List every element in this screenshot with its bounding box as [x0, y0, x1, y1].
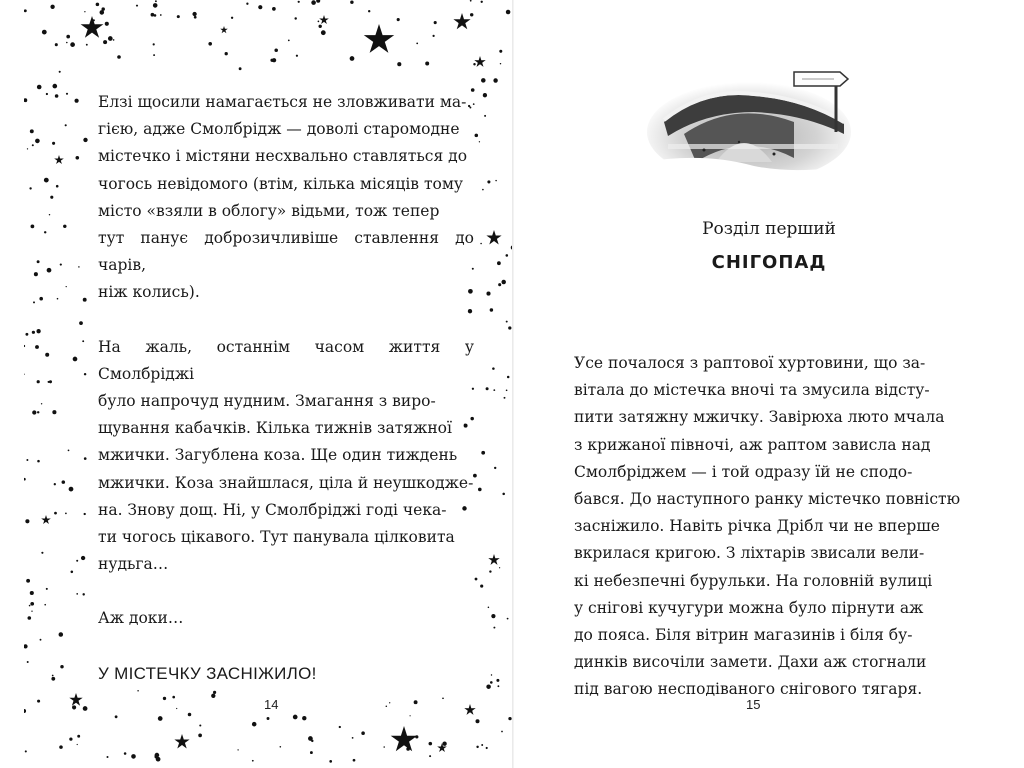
star-dot	[308, 736, 313, 741]
star-dot	[498, 283, 501, 286]
left-paragraph-1	[98, 89, 474, 307]
star-dot	[479, 141, 480, 142]
star-dot	[44, 231, 46, 233]
star-dot	[350, 56, 355, 61]
star-shape	[41, 515, 51, 524]
star-dot	[480, 243, 482, 245]
star-dot	[83, 706, 88, 711]
star-shape	[220, 26, 228, 33]
star-dot	[37, 260, 40, 263]
star-dot	[252, 722, 257, 727]
star-dot	[155, 0, 157, 2]
star-shape	[391, 726, 418, 751]
star-dot	[484, 115, 486, 117]
star-dot	[66, 35, 70, 39]
star-shape	[81, 16, 104, 38]
right-page	[514, 0, 1024, 768]
star-dot	[506, 321, 508, 323]
star-dot	[65, 513, 67, 515]
star-dot	[491, 674, 492, 675]
star-dot	[481, 744, 483, 746]
text-line: Усе почалося з раптової хуртовини, що за-	[574, 354, 926, 372]
star-dot	[302, 716, 306, 720]
star-dot	[39, 297, 43, 301]
star-dot	[35, 345, 39, 349]
page-number-right: 15	[746, 697, 761, 712]
star-dot	[416, 43, 418, 45]
text-line: мжички. Коза знайшлася, ціла й неушкодже-	[98, 473, 474, 492]
text-line: з крижаної півночі, аж раптом зависла над	[574, 435, 931, 454]
star-dot	[506, 389, 508, 391]
star-dot	[310, 751, 313, 754]
star-dot	[442, 742, 446, 746]
star-dot	[246, 3, 248, 5]
left-paragraph-4: У МІСТЕЧКУ ЗАСНІЖИЛО!	[98, 663, 317, 683]
star-dot	[298, 1, 300, 3]
star-dot	[54, 483, 56, 485]
text-line: кі небезпечні бурульки. На головній вулиці	[574, 571, 933, 590]
star-dot	[124, 752, 127, 755]
star-dot	[59, 71, 61, 73]
star-dot	[488, 607, 490, 609]
star-dot	[25, 519, 29, 523]
chapter-label: Розділ перший	[702, 219, 836, 239]
star-dot	[131, 754, 136, 759]
star-dot	[483, 93, 487, 97]
star-dot	[177, 15, 180, 18]
chapter-title: СНІГОПАД	[711, 252, 827, 273]
star-dot	[24, 374, 25, 375]
star-dot	[101, 7, 104, 10]
star-dot	[480, 585, 483, 588]
star-dot	[50, 5, 54, 9]
star-dot	[105, 22, 109, 26]
star-dot	[76, 593, 78, 595]
star-dot	[41, 552, 43, 554]
star-dot	[66, 93, 68, 95]
star-dot	[409, 715, 410, 716]
star-dot	[478, 488, 482, 492]
star-dot	[37, 85, 42, 90]
star-dot	[103, 40, 107, 44]
star-dot	[490, 308, 493, 311]
star-dot	[52, 142, 55, 145]
star-dot	[84, 513, 86, 515]
star-dot	[476, 746, 478, 748]
star-dot	[199, 724, 201, 726]
right-page-text	[574, 350, 964, 704]
star-dot	[473, 63, 475, 65]
star-dot	[113, 39, 115, 41]
star-dot	[37, 460, 40, 463]
star-dot	[172, 696, 175, 699]
star-dot	[37, 700, 40, 703]
star-dot	[31, 225, 35, 229]
star-dot	[27, 148, 28, 149]
star-dot	[34, 272, 38, 276]
star-dot	[163, 697, 166, 700]
star-dot	[486, 684, 491, 689]
star-shape	[488, 554, 499, 565]
star-dot	[476, 719, 480, 723]
star-dot	[486, 747, 488, 749]
star-dot	[155, 753, 160, 758]
text-line: ти чогось цікавого. Тут панувала цілковита	[98, 528, 455, 547]
star-dot	[72, 705, 76, 709]
star-dot	[51, 677, 55, 681]
star-dot	[66, 42, 68, 44]
star-dot	[81, 556, 85, 560]
text-line: у снігові кучугури можна було пірнути аж	[574, 598, 924, 617]
right-paragraph-1	[574, 350, 964, 704]
star-dot	[481, 451, 485, 455]
star-dot	[52, 675, 54, 677]
text-line: Смолбріджем — і той одразу їй не сподо-	[574, 462, 913, 481]
text-line: ніж колись).	[98, 283, 200, 302]
star-dot	[30, 602, 34, 606]
star-dot	[493, 389, 495, 391]
star-dot	[30, 129, 34, 133]
star-dot	[481, 1, 483, 3]
star-dot	[497, 685, 499, 687]
star-dot	[79, 321, 83, 325]
star-dot	[425, 62, 429, 66]
star-dot	[26, 579, 30, 583]
star-dot	[52, 410, 56, 414]
star-dot	[153, 54, 155, 56]
star-dot	[500, 63, 501, 64]
star-dot	[47, 268, 52, 273]
star-dot	[507, 376, 510, 379]
star-dot	[153, 3, 158, 8]
star-shape	[174, 734, 189, 749]
star-dot	[267, 717, 270, 720]
star-dot	[293, 715, 298, 720]
star-dot	[73, 357, 78, 362]
star-dot	[63, 225, 66, 228]
star-dot	[211, 694, 215, 698]
star-dot	[319, 25, 322, 28]
star-dot	[496, 679, 499, 682]
star-dot	[86, 44, 88, 46]
star-dot	[475, 134, 479, 138]
star-dot	[26, 459, 28, 461]
star-dot	[252, 760, 254, 762]
star-dot	[60, 665, 63, 668]
star-dot	[36, 329, 40, 333]
text-line: гією, адже Смолбрідж — доволі старомодне	[98, 120, 460, 139]
star-shape	[364, 24, 394, 53]
text-line: вкрилася кригою. З ліхтарів звисали вели-	[574, 544, 925, 563]
star-dot	[414, 700, 418, 704]
star-dot	[368, 10, 370, 12]
star-dot	[495, 180, 496, 181]
text-line: динків височіли замети. Дахи аж стогнали	[574, 653, 927, 672]
snowy-bridge-illustration	[644, 62, 864, 192]
star-dot	[28, 616, 32, 620]
star-dot	[68, 450, 70, 452]
star-dot	[32, 331, 35, 334]
star-dot	[24, 478, 26, 481]
star-dot	[84, 457, 87, 460]
star-dot	[154, 14, 157, 17]
star-dot	[77, 744, 78, 745]
star-dot	[24, 709, 26, 713]
star-dot	[49, 380, 52, 383]
star-dot	[198, 734, 202, 738]
star-shape	[319, 15, 329, 24]
star-dot	[46, 588, 48, 590]
star-dot	[329, 760, 332, 763]
star-dot	[258, 5, 262, 9]
star-dot	[83, 138, 87, 142]
star-dot	[46, 93, 48, 95]
star-shape	[54, 155, 64, 164]
star-dot	[25, 750, 27, 752]
star-dot	[508, 326, 511, 329]
star-dot	[76, 560, 78, 562]
star-dot	[31, 611, 32, 612]
star-dot	[84, 373, 86, 375]
star-dot	[507, 618, 509, 620]
star-dot	[96, 3, 100, 7]
star-dot	[432, 35, 434, 37]
star-dot	[59, 745, 63, 749]
star-dot	[237, 749, 238, 750]
text-line: під вагою несподіваного снігового тягаря.	[574, 680, 923, 699]
star-dot	[24, 345, 25, 347]
star-shape	[464, 704, 475, 715]
star-dot	[502, 493, 505, 496]
star-dot	[82, 593, 84, 595]
star-dot	[69, 487, 74, 492]
star-dot	[429, 742, 433, 746]
star-dot	[153, 43, 155, 45]
star-dot	[288, 40, 290, 42]
star-dot	[397, 62, 401, 66]
star-dot	[37, 380, 40, 383]
star-dot	[487, 180, 490, 183]
text-line: мжички. Загублена коза. Ще один тиждень	[98, 446, 458, 465]
star-dot	[274, 48, 278, 52]
star-dot	[494, 467, 496, 469]
left-paragraph-3: Аж доки…	[98, 609, 184, 628]
star-dot	[41, 403, 42, 404]
star-dot	[33, 301, 35, 303]
star-dot	[45, 353, 49, 357]
star-dot	[49, 214, 50, 215]
star-dot	[194, 16, 197, 19]
star-dot	[74, 99, 78, 103]
star-dot	[231, 17, 233, 19]
star-dot	[482, 189, 484, 191]
star-dot	[56, 185, 59, 188]
star-dot	[55, 43, 58, 46]
star-dot	[188, 713, 192, 717]
star-dot	[176, 708, 177, 709]
star-dot	[493, 627, 495, 629]
star-dot	[504, 397, 506, 399]
text-line: засніжило. Навіть річка Дрібл чи не вперше	[574, 517, 940, 536]
page-number-left: 14	[264, 697, 279, 712]
star-dot	[321, 30, 326, 35]
star-dot	[339, 726, 341, 728]
star-dot	[501, 280, 505, 284]
star-dot	[493, 78, 497, 82]
text-line: містечко і містяни несхвально ставляться до	[98, 147, 468, 166]
star-dot	[27, 661, 29, 663]
star-dot	[83, 298, 87, 302]
text-line: вітала до містечка вночі та змусила відсту-	[574, 381, 930, 400]
text-line: нудьга…	[98, 555, 169, 574]
star-dot	[506, 10, 511, 15]
left-page	[24, 0, 514, 768]
star-dot	[486, 387, 489, 390]
star-dot	[353, 759, 356, 762]
star-dot	[213, 691, 216, 694]
star-dot	[71, 571, 74, 574]
star-dot	[59, 632, 64, 637]
star-dot	[491, 614, 495, 618]
star-dot	[44, 604, 46, 606]
star-dot	[499, 567, 500, 568]
star-dot	[383, 746, 385, 748]
star-dot	[272, 58, 276, 62]
star-dot	[78, 266, 80, 268]
star-dot	[442, 697, 444, 699]
star-dot	[54, 512, 57, 515]
text-line: на. Знову дощ. Ні, у Смолбріджі годі чека-	[98, 500, 447, 519]
star-dot	[35, 139, 40, 144]
star-dot	[136, 5, 138, 7]
star-dot	[117, 55, 121, 59]
star-dot	[350, 0, 353, 3]
star-dot	[316, 0, 320, 3]
text-line: На жаль, останнім часом життя у Смолбріджі	[98, 337, 474, 383]
star-dot	[294, 17, 296, 19]
star-dot	[24, 9, 27, 12]
text-line: пити затяжну мжичку. Завірюха люто мчала	[574, 408, 945, 427]
star-dot	[32, 144, 34, 146]
star-dot	[70, 42, 75, 47]
star-dot	[225, 52, 228, 55]
star-shape	[474, 56, 485, 67]
text-line: бався. До наступного ранку містечко повністю	[574, 490, 961, 509]
text-line: щування кабачків. Кілька тижнів затяжної	[98, 419, 452, 438]
text-line: було напрочуд нудним. Змагання з виро-	[98, 392, 436, 411]
star-dot	[108, 36, 113, 41]
star-dot	[29, 605, 31, 607]
star-dot	[434, 21, 437, 24]
star-dot	[389, 702, 390, 703]
text-line: місто «взяли в облогу» відьми, тож тепер	[98, 201, 440, 220]
star-dot	[25, 333, 28, 336]
star-dot	[386, 706, 388, 708]
text-line: до пояса. Біля вітрин магазинів і біля бу-	[574, 626, 913, 645]
star-dot	[50, 196, 53, 199]
star-dot	[69, 737, 72, 740]
star-dot	[42, 30, 47, 35]
star-dot	[115, 715, 118, 718]
star-dot	[32, 410, 36, 414]
star-dot	[24, 98, 27, 102]
star-dot	[489, 570, 491, 572]
star-dot	[470, 13, 473, 16]
text-line: Елзі щосили намагається не зловживати ма-	[98, 93, 467, 111]
star-dot	[296, 55, 298, 57]
star-dot	[208, 42, 212, 46]
star-dot	[497, 261, 501, 265]
text-line: чогось невідомого (втім, кілька місяців тому	[98, 174, 464, 193]
star-dot	[29, 187, 31, 189]
star-dot	[30, 591, 34, 595]
star-dot	[151, 13, 155, 17]
star-dot	[481, 78, 486, 83]
star-dot	[280, 746, 282, 748]
star-shape	[486, 230, 501, 245]
star-dot	[239, 67, 242, 70]
star-dot	[429, 755, 431, 757]
star-shape	[453, 13, 470, 29]
star-dot	[37, 411, 39, 413]
star-dot	[475, 578, 478, 581]
star-dot	[82, 340, 84, 342]
star-dot	[470, 0, 472, 2]
star-dot	[486, 292, 490, 296]
star-dot	[272, 7, 276, 11]
star-dot	[361, 731, 365, 735]
star-dot	[77, 735, 80, 738]
star-dot	[506, 254, 509, 257]
left-paragraph-2	[98, 334, 474, 579]
star-dot	[52, 84, 57, 89]
star-dot	[60, 264, 62, 266]
star-dot	[62, 480, 66, 484]
star-dot	[492, 367, 495, 370]
star-dot	[137, 690, 139, 692]
star-dot	[106, 756, 108, 758]
star-dot	[55, 94, 59, 98]
star-dot	[160, 14, 162, 16]
star-dot	[490, 681, 493, 684]
star-dot	[84, 11, 85, 12]
star-dot	[24, 644, 28, 648]
star-dot	[501, 731, 503, 733]
star-dot	[44, 178, 49, 183]
star-dot	[158, 716, 163, 721]
star-dot	[499, 50, 502, 53]
star-dot	[318, 21, 320, 23]
star-dot	[192, 12, 196, 16]
star-shape	[69, 693, 82, 706]
star-dot	[352, 737, 354, 739]
star-dot	[66, 286, 67, 287]
star-dot	[397, 18, 400, 21]
star-dot	[57, 298, 59, 300]
star-dot	[40, 639, 42, 641]
star-dot	[311, 0, 316, 5]
star-dot	[76, 156, 80, 160]
star-dot	[65, 124, 67, 126]
left-page-text	[98, 89, 474, 687]
text-line: тут панує доброзичливіше ставлення до чарів,	[98, 229, 474, 275]
